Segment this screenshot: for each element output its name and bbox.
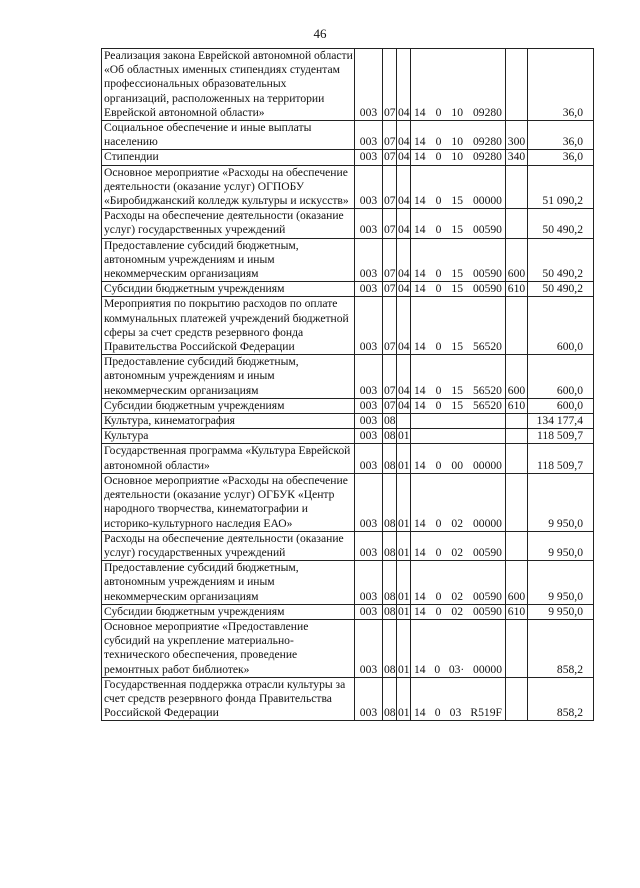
program-code: 14	[414, 105, 426, 119]
target-item-code	[411, 677, 506, 721]
section-code: 07	[383, 297, 397, 355]
section-code: 07	[383, 49, 397, 121]
expense-name: Предоставление субсидий бюджетным, автономным учреждениям и иным некоммерческим организациям	[102, 238, 355, 282]
subsection-code: 01	[397, 473, 411, 531]
event-code: 10	[451, 105, 463, 119]
table-row	[102, 429, 594, 444]
subsection-code: 01	[397, 619, 411, 677]
event-code: 15	[451, 398, 463, 412]
expense-name: Предоставление субсидий бюджетным, автономным учреждениям и иным некоммерческим организациям	[102, 561, 355, 605]
table-row	[102, 121, 594, 150]
table-row	[102, 209, 594, 238]
amount: 858,2	[528, 619, 594, 677]
amount: 600,0	[528, 398, 594, 413]
event-code: 02	[451, 545, 463, 559]
subsection-code: 04	[397, 165, 411, 209]
table-row	[102, 150, 594, 165]
direction-code: 09280	[472, 105, 502, 119]
section-code: 07	[383, 238, 397, 282]
expense-type-code	[506, 677, 528, 721]
program-code: 14	[414, 340, 426, 354]
target-item-code	[411, 165, 506, 209]
expense-name: Мероприятия по покрытию расходов по оплате коммунальных платежей учреждений бюджетной сферы за счет средств резервного фонда Правительства Российской Федерации	[102, 297, 355, 355]
subsection-code: 01	[397, 677, 411, 721]
target-item-code	[411, 121, 506, 150]
section-code: 07	[383, 355, 397, 399]
event-code: 15	[451, 282, 463, 296]
subsection-code: 01	[397, 531, 411, 560]
table-row	[102, 165, 594, 209]
program-code: 14	[414, 223, 426, 237]
department-code: 003	[355, 677, 383, 721]
subprogram-code: 0	[435, 589, 442, 603]
department-code: 003	[355, 531, 383, 560]
expense-type-code: 600	[506, 355, 528, 399]
department-code: 003	[355, 444, 383, 473]
program-code: 14	[414, 604, 426, 618]
table-row	[102, 444, 594, 473]
amount: 9 950,0	[528, 531, 594, 560]
amount: 50 490,2	[528, 238, 594, 282]
expense-type-code	[506, 49, 528, 121]
section-code: 07	[383, 165, 397, 209]
department-code: 003	[355, 150, 383, 165]
department-code: 003	[355, 414, 383, 429]
expense-type-code: 600	[506, 238, 528, 282]
department-code: 003	[355, 355, 383, 399]
target-item-code	[411, 444, 506, 473]
event-code: 02	[451, 604, 463, 618]
section-code: 08	[384, 604, 396, 618]
program-code: 14	[414, 516, 426, 530]
expense-type-code: 610	[506, 282, 528, 297]
target-item-code	[411, 150, 506, 165]
event-code: 00	[451, 458, 463, 472]
target-item-code	[411, 429, 506, 444]
program-code: 14	[414, 282, 426, 296]
expense-type-code	[506, 429, 528, 444]
subsection-code: 04	[397, 297, 411, 355]
subsection-code: 01	[398, 429, 410, 443]
subprogram-code: 0	[435, 383, 442, 397]
direction-code: 56520	[472, 340, 502, 354]
subsection-code: 04	[397, 49, 411, 121]
expense-type-code	[506, 531, 528, 560]
expense-type-code: 300	[506, 121, 528, 150]
department-code: 003	[355, 297, 383, 355]
expense-name: Предоставление субсидий бюджетным, автономным учреждениям и иным некоммерческим организациям	[102, 355, 355, 399]
subsection-code: 04	[398, 398, 410, 412]
direction-code: 00000	[473, 662, 502, 676]
table-row	[102, 414, 594, 429]
amount: 9 950,0	[528, 561, 594, 605]
table-row	[102, 677, 594, 721]
event-code: 15	[451, 223, 463, 237]
target-item-code	[411, 282, 506, 297]
expense-name: Субсидии бюджетным учреждениям	[102, 604, 355, 619]
target-item-code	[411, 49, 506, 121]
direction-code: 00590	[472, 282, 502, 296]
subprogram-code: 0	[435, 223, 442, 237]
target-item-code	[411, 209, 506, 238]
amount: 9 950,0	[528, 604, 594, 619]
direction-code: R519F	[470, 706, 502, 720]
table-row	[102, 604, 594, 619]
expense-name: Культура	[102, 429, 355, 444]
direction-code: 00000	[472, 458, 502, 472]
table-row	[102, 619, 594, 677]
target-item-code	[411, 297, 506, 355]
program-code: 14	[414, 545, 426, 559]
target-item-code	[411, 398, 506, 413]
subprogram-code: 0	[435, 604, 442, 618]
expense-name: Реализация закона Еврейской автономной области «Об областных именных стипендиях студентам профессиональных образовательных организаций, расположенных на территории Еврейской автономной области»	[102, 49, 355, 121]
amount: 50 490,2	[528, 282, 594, 297]
event-code: 10	[451, 150, 463, 164]
department-code: 003	[355, 604, 383, 619]
table-row	[102, 297, 594, 355]
section-code: 08	[384, 414, 396, 428]
subsection-code: 01	[397, 444, 411, 473]
direction-code: 00590	[472, 223, 502, 237]
subsection-code: 04	[397, 355, 411, 399]
target-item-code	[411, 531, 506, 560]
section-code: 08	[383, 444, 397, 473]
expense-name: Культура, кинематография	[102, 414, 355, 429]
department-code: 003	[355, 282, 383, 297]
section-code: 07	[383, 209, 397, 238]
direction-code: 00000	[472, 194, 502, 208]
program-code: 14	[414, 194, 426, 208]
amount: 600,0	[528, 355, 594, 399]
target-item-code	[411, 604, 506, 619]
amount: 36,0	[528, 121, 594, 150]
amount: 36,0	[528, 150, 594, 165]
department-code: 003	[355, 398, 383, 413]
table-row	[102, 355, 594, 399]
expense-name: Расходы на обеспечение деятельности (оказание услуг) государственных учреждений	[102, 531, 355, 560]
department-code: 003	[355, 165, 383, 209]
direction-code: 09280	[472, 150, 502, 164]
event-code: 10	[451, 135, 463, 149]
direction-code: 00590	[472, 604, 502, 618]
section-code: 08	[383, 531, 397, 560]
subprogram-code: 0	[435, 135, 442, 149]
expense-type-code	[506, 209, 528, 238]
section-code: 08	[383, 473, 397, 531]
page-number: 46	[313, 26, 327, 41]
expense-name: Субсидии бюджетным учреждениям	[102, 282, 355, 297]
target-item-code	[411, 561, 506, 605]
expense-name: Основное мероприятие «Расходы на обеспечение деятельности (оказание услуг) ОГБУК «Центр народного творчества, кинематографии и историко-культурного наследия ЕАО»	[102, 473, 355, 531]
department-code: 003	[355, 238, 383, 282]
event-code: 03·	[448, 662, 465, 676]
section-code: 08	[383, 619, 397, 677]
section-code: 08	[384, 429, 396, 443]
expense-type-code: 340	[506, 150, 528, 165]
subprogram-code: 0	[435, 150, 442, 164]
target-item-code	[411, 355, 506, 399]
direction-code: 56520	[472, 383, 502, 397]
subsection-code: 01	[398, 604, 410, 618]
subprogram-code: 0	[435, 267, 442, 281]
subsection-code: 04	[397, 209, 411, 238]
amount: 118 509,7	[528, 444, 594, 473]
expense-name: Социальное обеспечение и иные выплаты населению	[102, 121, 355, 150]
table-row	[102, 531, 594, 560]
department-code: 003	[355, 429, 383, 444]
table-row	[102, 398, 594, 413]
direction-code: 00590	[472, 589, 502, 603]
subsection-code: 01	[397, 561, 411, 605]
subprogram-code: 0	[434, 662, 441, 676]
subsection-code	[397, 414, 411, 429]
table-row	[102, 238, 594, 282]
subprogram-code: 0	[435, 340, 442, 354]
subsection-code: 04	[397, 121, 411, 150]
section-code: 07	[384, 282, 396, 296]
department-code: 003	[355, 209, 383, 238]
subprogram-code: 0	[435, 516, 442, 530]
event-code: 03	[449, 706, 462, 720]
target-item-code	[411, 619, 506, 677]
subsection-code: 04	[398, 150, 410, 164]
expense-type-code: 610	[506, 398, 528, 413]
amount: 36,0	[528, 49, 594, 121]
department-code: 003	[355, 473, 383, 531]
subprogram-code: 0	[435, 398, 442, 412]
target-item-code	[411, 473, 506, 531]
expense-type-code: 600	[506, 561, 528, 605]
direction-code: 00590	[472, 267, 502, 281]
subprogram-code: 0	[435, 282, 442, 296]
subprogram-code: 0	[435, 458, 442, 472]
expense-name: Государственная программа «Культура Еврейской автономной области»	[102, 444, 355, 473]
department-code: 003	[355, 49, 383, 121]
subsection-code: 04	[397, 238, 411, 282]
subprogram-code: 0	[434, 706, 441, 720]
direction-code: 00590	[472, 545, 502, 559]
event-code: 15	[451, 267, 463, 281]
direction-code: 00000	[472, 516, 502, 530]
program-code: 14	[414, 589, 426, 603]
amount: 134 177,4	[528, 414, 594, 429]
event-code: 15	[451, 383, 463, 397]
target-item-code	[411, 414, 506, 429]
amount: 600,0	[528, 297, 594, 355]
amount: 51 090,2	[528, 165, 594, 209]
expense-type-code	[506, 165, 528, 209]
expense-name: Субсидии бюджетным учреждениям	[102, 398, 355, 413]
amount: 50 490,2	[528, 209, 594, 238]
section-code: 07	[384, 150, 396, 164]
section-code: 08	[383, 677, 397, 721]
subprogram-code: 0	[435, 194, 442, 208]
expense-type-code	[506, 473, 528, 531]
table-row	[102, 561, 594, 605]
budget-table	[101, 48, 594, 721]
expense-name: Расходы на обеспечение деятельности (оказание услуг) государственных учреждений	[102, 209, 355, 238]
section-code: 08	[383, 561, 397, 605]
table-row	[102, 473, 594, 531]
program-code: 14	[414, 135, 426, 149]
expense-name: Основное мероприятие «Расходы на обеспечение деятельности (оказание услуг) ОГПОБУ «Биробиджанский колледж культуры и искусств»	[102, 165, 355, 209]
expense-type-code	[506, 444, 528, 473]
direction-code: 09280	[472, 135, 502, 149]
program-code: 14	[414, 398, 426, 412]
expense-type-code	[506, 297, 528, 355]
expense-name: Основное мероприятие «Предоставление субсидий на укрепление материально-технического обеспечения, проведение ремонтных работ библиотек»	[102, 619, 355, 677]
expense-type-code: 610	[506, 604, 528, 619]
section-code: 07	[384, 398, 396, 412]
expense-name: Стипендии	[102, 150, 355, 165]
budget-table-body	[102, 49, 594, 721]
expense-type-code	[506, 414, 528, 429]
target-item-code	[411, 238, 506, 282]
amount: 858,2	[528, 677, 594, 721]
program-code: 14	[414, 458, 426, 472]
program-code: 14	[414, 706, 426, 720]
event-code: 02	[451, 589, 463, 603]
table-row	[102, 49, 594, 121]
department-code: 003	[355, 121, 383, 150]
subprogram-code: 0	[435, 545, 442, 559]
event-code: 15	[451, 194, 463, 208]
program-code: 14	[414, 662, 426, 676]
amount: 9 950,0	[528, 473, 594, 531]
program-code: 14	[414, 383, 426, 397]
amount: 118 509,7	[528, 429, 594, 444]
event-code: 15	[451, 340, 463, 354]
expense-name: Государственная поддержка отрасли культуры за счет средств резервного фонда Правительства Российской Федерации	[102, 677, 355, 721]
table-row	[102, 282, 594, 297]
department-code: 003	[355, 619, 383, 677]
program-code: 14	[414, 150, 426, 164]
department-code: 003	[355, 561, 383, 605]
section-code: 07	[383, 121, 397, 150]
program-code: 14	[414, 267, 426, 281]
event-code: 02	[451, 516, 463, 530]
subprogram-code: 0	[435, 105, 442, 119]
direction-code: 56520	[472, 398, 502, 412]
subsection-code: 04	[398, 282, 410, 296]
expense-type-code	[506, 619, 528, 677]
